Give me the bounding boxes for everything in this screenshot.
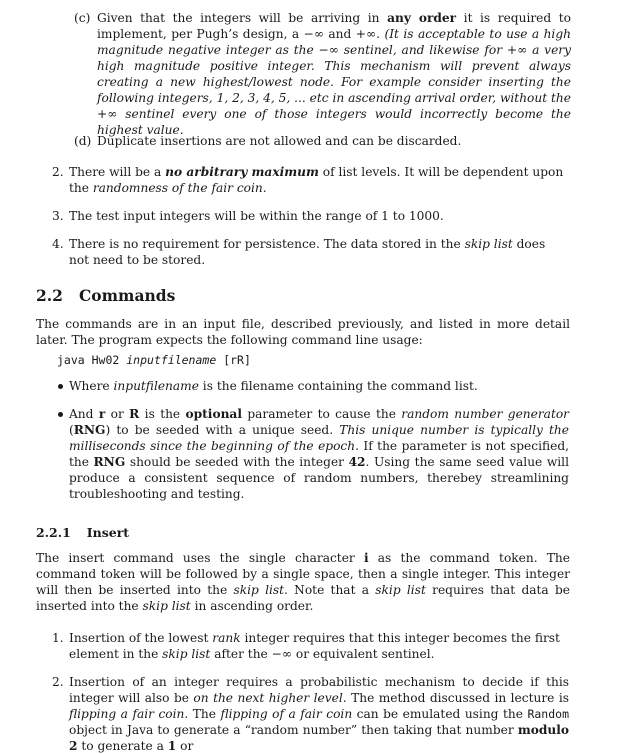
list-item-c: Given that the integers will be arriving in any order it is required to implement, per Pugh’s design, a −∞ and +∞. (It is acceptable to use a high magnitude negative integer as the −∞ sentinel, and likewise for +∞ a very high magnitude positive integer. This mechanism will prevent always creating a new highest/lowest node. For example consider inserting the following integers, 1, 2, 3, 4, 5, ... etc in ascending arrival order, without the +∞ sentinel every one of those integers would incorrectly become the highest value.	[97, 11, 571, 137]
insert-list-item-1: Insertion of the lowest rank integer requires that this integer becomes the first element in the skip list after the −∞ or equivalent sentinel.	[69, 631, 560, 661]
list-marker-c: (c)	[74, 11, 91, 25]
section-heading-2-2: 2.2 Commands	[36, 286, 176, 305]
insert-paragraph: The insert command uses the single character i as the command token. The command token will be followed by a single space, then a single integer. This integer will then be inserted into the skip list. Note that a skip list requires that data be inserted into the skip list in ascending order.	[36, 551, 570, 613]
insert-list-item-2: Insertion of an integer requires a probabilistic mechanism to decide if this integer will also be on the next higher level. The method discussed in lecture is flipping a fair coin. The flipping of a fair coin can be emulated using the Random object in Java to generate a “random number” then taking that number modulo 2 to generate a 1 or	[69, 675, 569, 753]
list-item-3: The test input integers will be within the range of 1 to 1000.	[69, 209, 444, 223]
bullet-item-rng: And r or R is the optional parameter to cause the random number generator (RNG) to be seeded with a unique seed. This unique number is typically the milliseconds since the beginning of the epoch. If the parameter is not specified, the RNG should be seeded with the integer 42. Using the same seed value will produce a consistent sequence of random numbers, therebey streamlining troubleshooting and testing.	[69, 407, 569, 501]
section-heading-2-2-1: 2.2.1 Insert	[36, 525, 130, 540]
list-item-2: There will be a no arbitrary maximum of list levels. It will be dependent upon the randomness of the fair coin.	[69, 165, 564, 195]
list-marker-insert-2: 2.	[52, 675, 64, 689]
usage-command: java Hw02 inputfilename [rR]	[57, 353, 251, 367]
list-marker-insert-1: 1.	[52, 631, 64, 645]
list-marker-4: 4.	[52, 237, 64, 251]
list-item-d: Duplicate insertions are not allowed and can be discarded.	[97, 134, 462, 148]
bullet-dot	[58, 384, 63, 389]
list-marker-3: 3.	[52, 209, 64, 223]
list-item-4: There is no requirement for persistence. The data stored in the skip list does not need to be stored.	[69, 237, 546, 267]
section-intro: The commands are in an input file, described previously, and listed in more detail later. The program expects the following command line usage:	[36, 317, 570, 347]
list-marker-d: (d)	[74, 134, 92, 148]
bullet-dot	[58, 412, 63, 417]
bullet-item-filename: Where inputfilename is the filename containing the command list.	[69, 379, 478, 393]
list-marker-2: 2.	[52, 165, 64, 179]
